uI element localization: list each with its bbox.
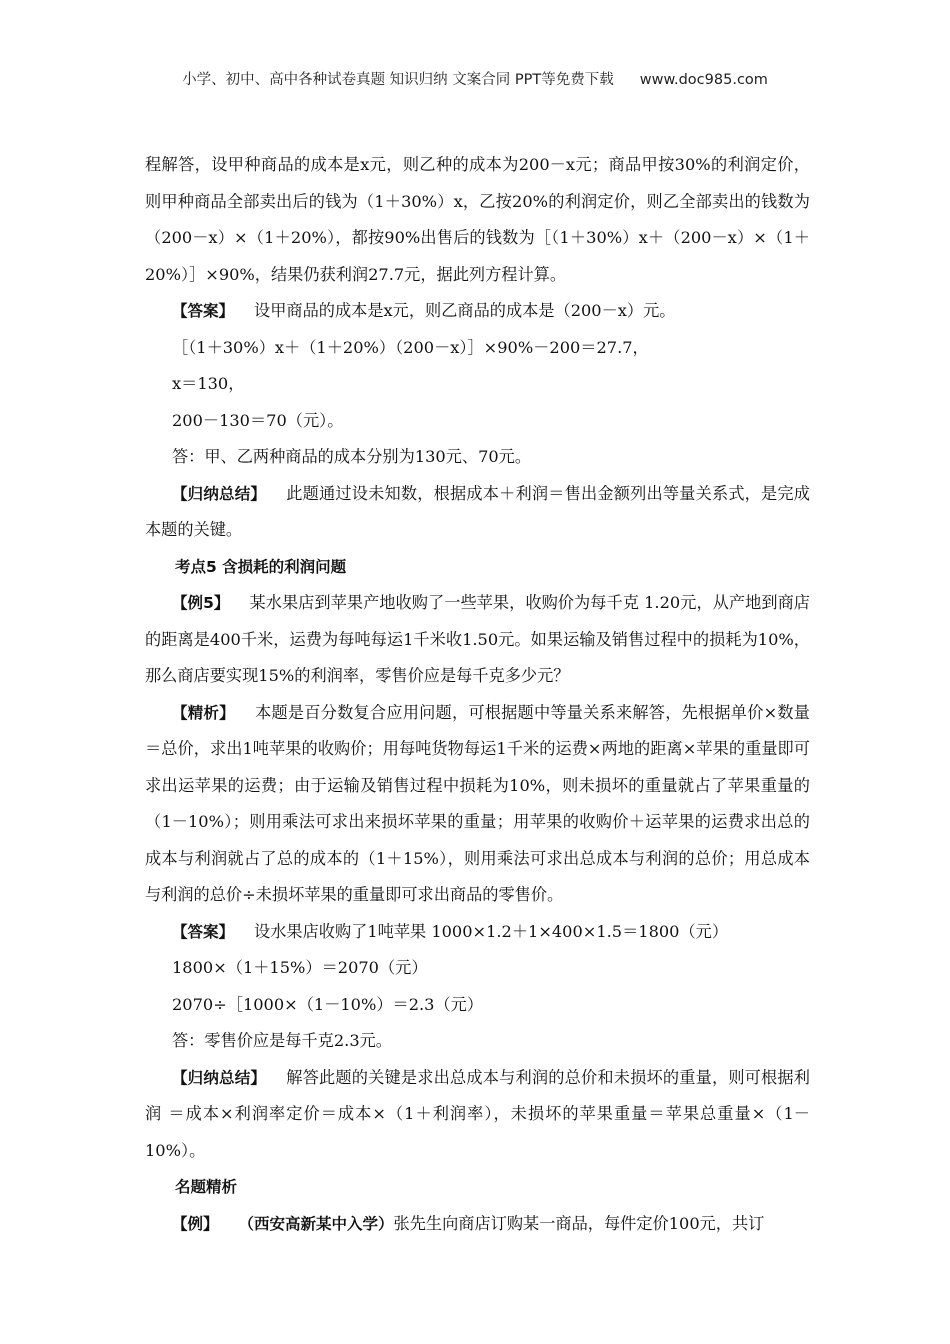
header-site-link[interactable]: www.doc985.com (639, 72, 768, 88)
summary-text: 解答此题的关键是求出总成本与利润的总价和未损坏的重量，则可根据利润 ＝成本×利润率定价＝成本×（1＋利润率），未损坏的苹果重量＝苹果总重量×（1－10%）。 (145, 1067, 810, 1160)
example-source: （西安高新某中入学） (238, 1214, 394, 1233)
equation-line: 200－130＝70（元）。 (172, 410, 344, 430)
summary-5 (145, 1060, 810, 1170)
answer-1 (145, 293, 810, 330)
answer-conclusion: 答：零售价应是每千克2.3元。 (172, 1031, 392, 1050)
analysis-5 (145, 695, 810, 914)
document-body (145, 147, 810, 1242)
answer-5 (145, 914, 810, 951)
section-heading-famous: 名题精析 (175, 1178, 238, 1196)
analysis-text: 本题是百分数复合应用问题，可根据题中等量关系来解答，先根据单价×数量＝总价，求出1吨苹果的收购价；用每吨货物每运1千米的运费×两地的距离×苹果的重量即可求出运苹果的运费；由于运输及销售过程中损耗为10%，则未损坏的重量就占了苹果重量的（1－10%）；则用乘法可求出来损坏苹果的重量；用苹果的收购价＋运苹果的运费求出总的成本与利润就占了总的成本的（1＋15%），则用乘法可求出总成本与利润的总价；用总成本与利润的总价÷未损坏苹果的重量即可求出商品的零售价。 (145, 702, 810, 904)
header-text: 小学、初中、高中各种试卷真题 知识归纳 文案合同 PPT等免费下载 (182, 72, 614, 88)
example-label: 【例】 (172, 1214, 219, 1233)
answer-label: 【答案】 (172, 302, 235, 320)
page-header (0, 68, 950, 89)
equation-line: x＝130， (172, 374, 245, 393)
answer-text: 设甲商品的成本是x元，则乙商品的成本是（200－x）元。 (254, 301, 676, 320)
section-heading-5: 考点5 含损耗的利润问题 (175, 557, 347, 576)
example-text: 张先生向商店订购某一商品，每件定价100元，共订 (393, 1213, 765, 1233)
paragraph-analysis-continued: 程解答，设甲种商品的成本是x元，则乙种的成本为200－x元；商品甲按30%的利润定价，则甲种商品全部卖出后的钱为（1＋30%）x，乙按20%的利润定价，则乙全部卖出的钱数为（200－x）×（1＋20%），都按90%出售后的钱数为［（1＋30%）x＋（200－x）×（1＋20%）］×90%，结果仍获利润27.7元，据此列方程计算。 (145, 155, 810, 284)
analysis-label: 【精析】 (172, 703, 235, 722)
summary-label: 【归纳总结】 (172, 484, 267, 503)
summary-1 (145, 476, 810, 549)
example-last (145, 1206, 810, 1243)
equation-line: 2070÷［1000×（1－10%）＝2.3（元） (172, 994, 484, 1014)
equation-line: 1800×（1＋15%）＝2070（元） (172, 958, 428, 977)
example-text: 某水果店到苹果产地收购了一些苹果，收购价为每千克 1.20元，从产地到商店的距离是400千米，运费为每吨每运1千米收1.50元。如果运输及销售过程中的损耗为10%，那么商店要实现15%的利润率，零售价应是每千克多少元？ (145, 593, 810, 685)
example-label: 【例5】 (172, 594, 230, 612)
summary-label: 【归纳总结】 (172, 1068, 267, 1087)
example-5 (145, 585, 810, 695)
answer-conclusion: 答：甲、乙两种商品的成本分别为130元、70元。 (172, 447, 532, 466)
answer-label: 【答案】 (172, 922, 235, 941)
summary-text: 此题通过设未知数，根据成本＋利润＝售出金额列出等量关系式，是完成本题的关键。 (145, 483, 810, 539)
answer-text: 设水果店收购了1吨苹果 1000×1.2＋1×400×1.5＝1800（元） (254, 921, 729, 941)
equation-line: ［（1＋30%）x＋（1＋20%）（200－x）］×90%－200＝27.7， (172, 337, 649, 357)
